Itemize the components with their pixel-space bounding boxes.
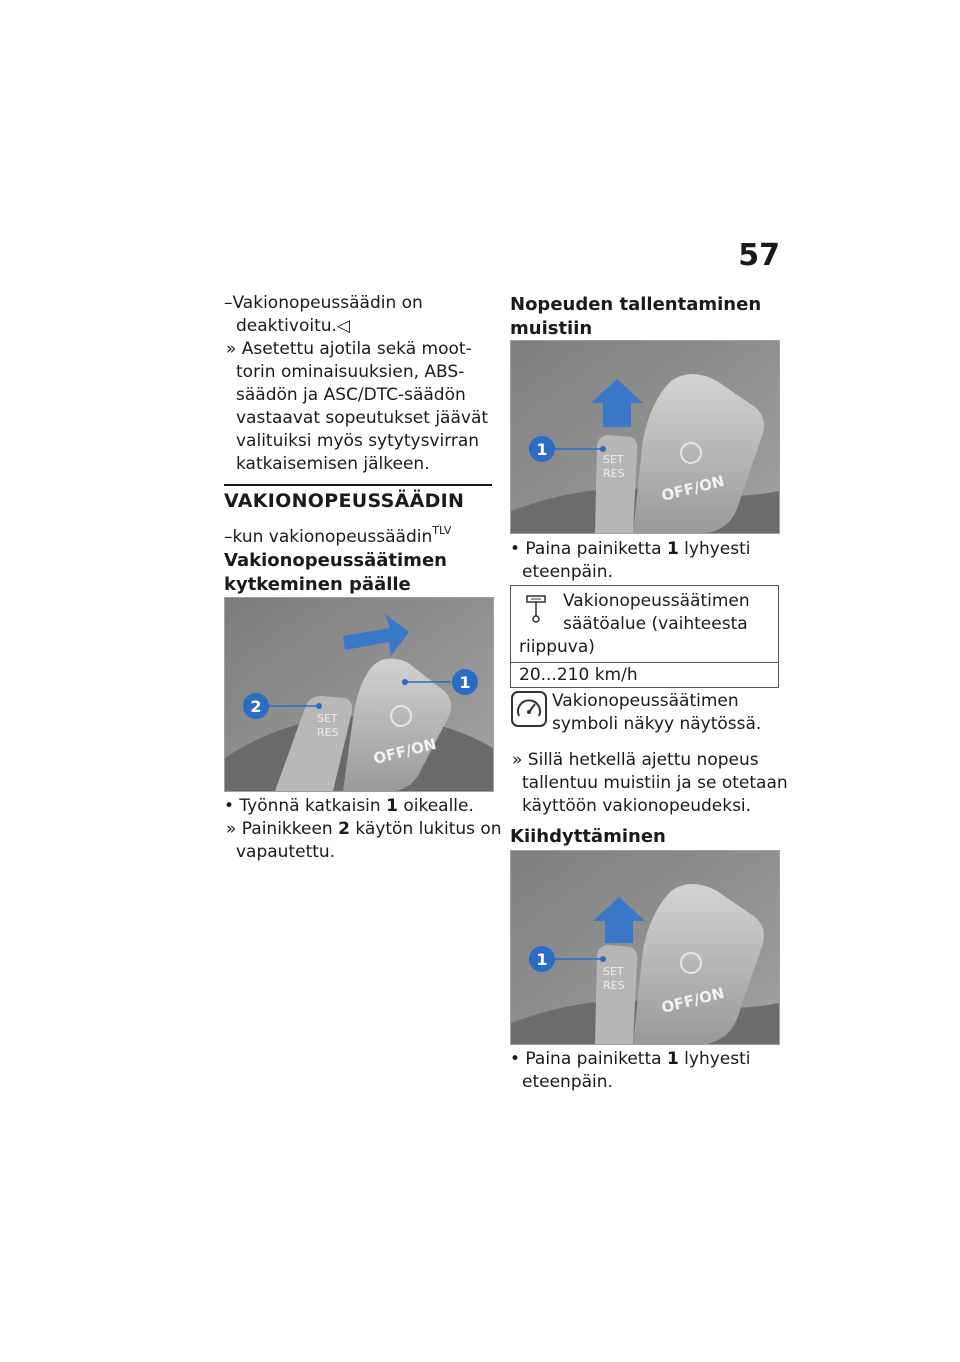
- res-label: RES: [317, 726, 339, 739]
- subheading: Nopeuden tallentaminen: [510, 294, 762, 315]
- instruction-step: eteenpäin.: [522, 1072, 613, 1092]
- result-text: katkaisemisen jälkeen.: [236, 454, 430, 474]
- svg-text:1: 1: [536, 950, 548, 969]
- svg-text:OFF/ON: OFF/ON: [659, 471, 727, 505]
- instruction-step: • Paina painiketta 1 lyhyesti: [510, 1049, 751, 1069]
- page-number: 57: [738, 238, 780, 273]
- table-value: 20...210 km/h: [519, 665, 638, 685]
- section-title: VAKIONOPEUSSÄÄDIN: [224, 490, 465, 512]
- result-text: vastaavat sopeutukset jäävät: [236, 408, 489, 428]
- result-text: » Sillä hetkellä ajettu nopeus: [512, 750, 759, 770]
- set-label: SET: [317, 712, 338, 725]
- result-text: tallentuu muistiin ja se otetaan: [522, 773, 788, 793]
- table-label: riippuva): [519, 637, 595, 657]
- off-on-label: OFF/ON: [371, 734, 439, 768]
- switch-figure-1: [224, 597, 494, 792]
- switch-figure-2: [510, 340, 780, 534]
- svg-text:2: 2: [250, 697, 262, 716]
- result-text: säädön ja ASC/DTC-säädön: [236, 385, 466, 405]
- result-text: käyttöön vakionopeudeksi.: [522, 796, 752, 816]
- result-text: » Asetettu ajotila sekä moot-: [226, 339, 472, 359]
- instruction-step: • Paina painiketta 1 lyhyesti: [510, 539, 751, 559]
- result-text: vapautettu.: [236, 842, 336, 862]
- section-divider: [224, 484, 492, 486]
- result-text: » Painikkeen 2 käytön lukitus on: [226, 819, 502, 839]
- svg-text:1: 1: [536, 440, 548, 459]
- list-item: deaktivoitu.◁: [236, 316, 351, 336]
- list-item: –Vakionopeussäädin on: [224, 293, 423, 313]
- svg-text:RES: RES: [603, 979, 625, 992]
- svg-text:SET: SET: [603, 965, 624, 978]
- subheading: Kiihdyttäminen: [510, 826, 666, 847]
- table-label: säätöalue (vaihteesta: [563, 614, 748, 634]
- switch-figure-3: [510, 850, 780, 1045]
- svg-text:OFF/ON: OFF/ON: [659, 983, 727, 1017]
- cruise-control-icon: [510, 690, 548, 728]
- svg-text:SET: SET: [603, 453, 624, 466]
- instruction-step: • Työnnä katkaisin 1 oikealle.: [224, 796, 474, 816]
- applicability-note: –kun vakionopeussäädin$^{TLV}$: [224, 524, 452, 547]
- subheading: muistiin: [510, 318, 593, 339]
- result-text: valituiksi myös sytytysvirran: [236, 431, 480, 451]
- svg-text:1: 1: [459, 673, 471, 692]
- subheading: Vakionopeussäätimen: [224, 550, 447, 571]
- table-label: Vakionopeussäätimen: [563, 591, 750, 611]
- result-text: torin ominaisuuksien, ABS-: [236, 362, 465, 382]
- svg-text:RES: RES: [603, 467, 625, 480]
- speed-range-icon: [525, 594, 547, 624]
- instruction-step: eteenpäin.: [522, 562, 613, 582]
- subheading: kytkeminen päälle: [224, 574, 411, 595]
- note-text: symboli näkyy näytössä.: [552, 714, 762, 734]
- spec-table: [510, 585, 779, 688]
- note-text: Vakionopeussäätimen: [552, 691, 739, 711]
